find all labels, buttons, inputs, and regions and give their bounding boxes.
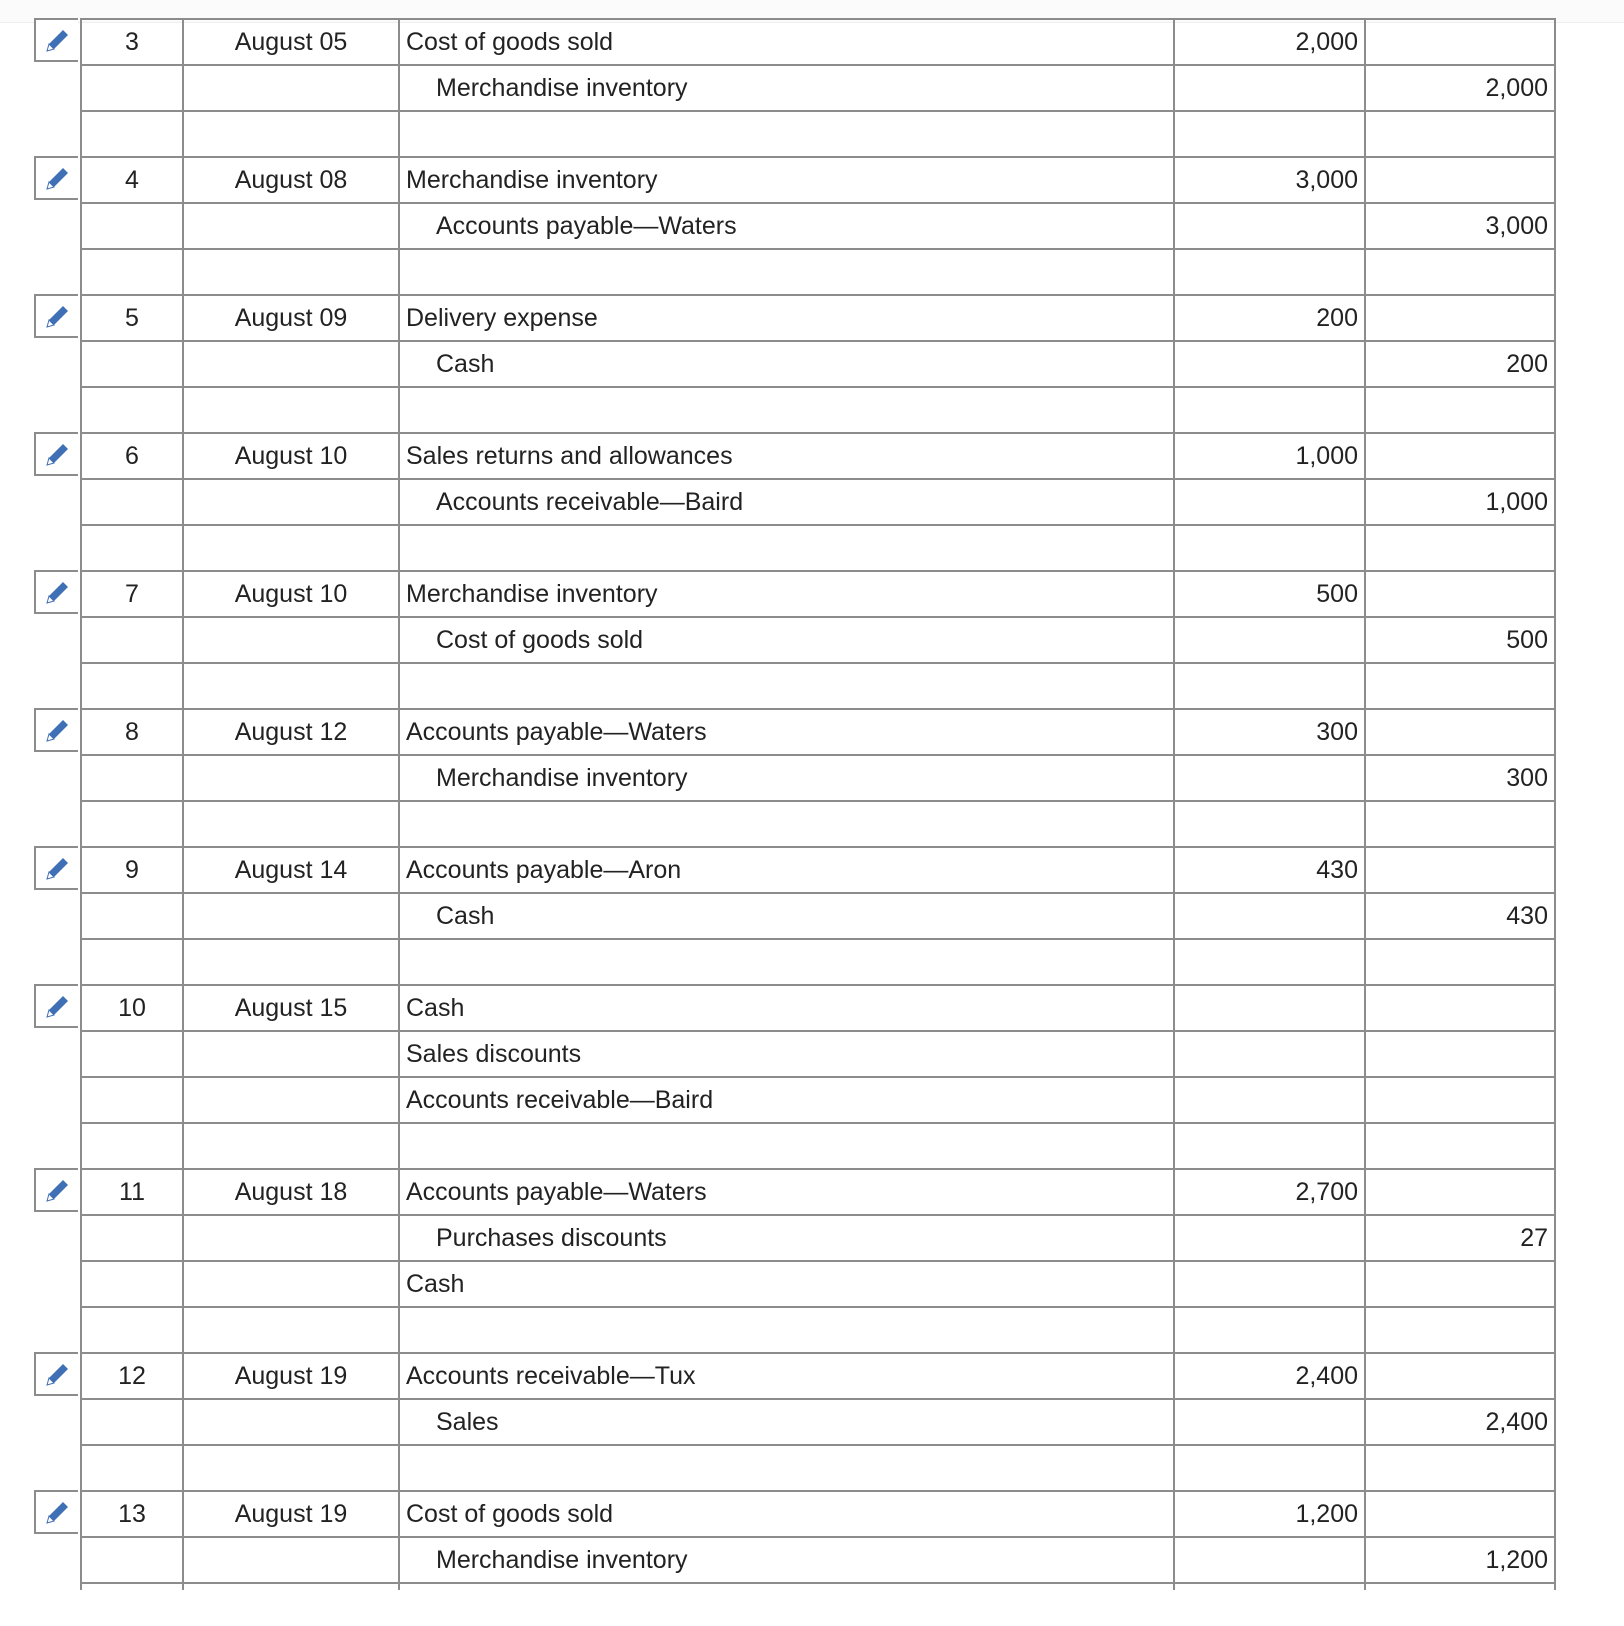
entry-number[interactable]: 8: [80, 708, 182, 754]
entry-date-cell[interactable]: [182, 110, 398, 156]
credit-field[interactable]: [1364, 110, 1556, 156]
account-title-field[interactable]: Accounts payable—Waters: [398, 202, 1173, 248]
debit-field[interactable]: [1173, 1122, 1364, 1168]
credit-field[interactable]: [1364, 938, 1556, 984]
account-title-field[interactable]: Cash: [398, 892, 1173, 938]
edit-entry-button[interactable]: [34, 18, 78, 62]
entry-date-cell[interactable]: [182, 1260, 398, 1306]
entry-number-cell[interactable]: [80, 1536, 182, 1582]
entry-number-cell[interactable]: [80, 386, 182, 432]
edit-entry-button[interactable]: [34, 294, 78, 338]
debit-field[interactable]: [1173, 248, 1364, 294]
entry-date-cell[interactable]: [182, 1122, 398, 1168]
entry-date-cell[interactable]: [182, 1214, 398, 1260]
edit-entry-button[interactable]: [34, 156, 78, 200]
account-title-field[interactable]: Merchandise inventory: [398, 1536, 1173, 1582]
debit-field[interactable]: [1173, 1214, 1364, 1260]
credit-field[interactable]: [1364, 1260, 1556, 1306]
debit-field[interactable]: 1,000: [1173, 432, 1364, 478]
credit-field[interactable]: [1364, 18, 1556, 64]
entry-date-cell[interactable]: [182, 202, 398, 248]
credit-field[interactable]: [1364, 1122, 1556, 1168]
credit-field[interactable]: 200: [1364, 340, 1556, 386]
pencil-icon: [42, 164, 72, 194]
edit-entry-button[interactable]: [34, 1168, 78, 1212]
account-title-field[interactable]: [398, 800, 1173, 846]
debit-field[interactable]: [1173, 662, 1364, 708]
entry-number-cell[interactable]: [80, 1398, 182, 1444]
credit-field[interactable]: [1364, 1490, 1556, 1536]
entry-number-cell[interactable]: [80, 1260, 182, 1306]
credit-field[interactable]: [1364, 1444, 1556, 1490]
debit-field[interactable]: 200: [1173, 294, 1364, 340]
entry-date[interactable]: August 14: [182, 846, 398, 892]
credit-field[interactable]: 27: [1364, 1214, 1556, 1260]
account-title-field[interactable]: Accounts receivable—Baird: [398, 478, 1173, 524]
account-title-field[interactable]: Accounts payable—Waters: [398, 1168, 1173, 1214]
account-title-field[interactable]: Cost of goods sold: [398, 18, 1173, 64]
debit-field[interactable]: 2,000: [1173, 18, 1364, 64]
entry-number[interactable]: 12: [80, 1352, 182, 1398]
credit-field[interactable]: [1364, 386, 1556, 432]
credit-field[interactable]: [1364, 1352, 1556, 1398]
debit-field[interactable]: [1173, 1260, 1364, 1306]
pencil-icon: [42, 992, 72, 1022]
entry-date[interactable]: August 10: [182, 432, 398, 478]
column-divider: [1554, 1582, 1556, 1590]
credit-field[interactable]: [1364, 1306, 1556, 1352]
debit-field[interactable]: [1173, 386, 1364, 432]
entry-date[interactable]: August 08: [182, 156, 398, 202]
entry-date-cell[interactable]: [182, 800, 398, 846]
debit-field[interactable]: [1173, 1306, 1364, 1352]
entry-date[interactable]: August 09: [182, 294, 398, 340]
credit-field[interactable]: 430: [1364, 892, 1556, 938]
entry-number-cell[interactable]: [80, 340, 182, 386]
edit-entry-button[interactable]: [34, 1490, 78, 1534]
debit-field[interactable]: [1173, 1536, 1364, 1582]
entry-number[interactable]: 10: [80, 984, 182, 1030]
credit-field[interactable]: [1364, 1030, 1556, 1076]
entry-number-cell[interactable]: [80, 1306, 182, 1352]
account-title-field[interactable]: Purchases discounts: [398, 1214, 1173, 1260]
account-title-field[interactable]: [398, 110, 1173, 156]
entry-date-cell[interactable]: [182, 1076, 398, 1122]
debit-field[interactable]: [1173, 110, 1364, 156]
pencil-icon: [42, 302, 72, 332]
table-bottom-border: [80, 1582, 1556, 1584]
account-title-field[interactable]: Cost of goods sold: [398, 616, 1173, 662]
entry-date-cell[interactable]: [182, 1030, 398, 1076]
debit-field[interactable]: [1173, 1030, 1364, 1076]
account-title-field[interactable]: Merchandise inventory: [398, 570, 1173, 616]
column-divider: [182, 1582, 184, 1590]
credit-field[interactable]: [1364, 662, 1556, 708]
debit-field[interactable]: [1173, 984, 1364, 1030]
credit-field[interactable]: [1364, 800, 1556, 846]
entry-number[interactable]: 5: [80, 294, 182, 340]
account-title-field[interactable]: [398, 1306, 1173, 1352]
credit-field[interactable]: 1,000: [1364, 478, 1556, 524]
account-title-field[interactable]: [398, 662, 1173, 708]
credit-field[interactable]: [1364, 524, 1556, 570]
entry-date[interactable]: August 18: [182, 1168, 398, 1214]
entry-number-cell[interactable]: [80, 938, 182, 984]
entry-date[interactable]: August 05: [182, 18, 398, 64]
edit-entry-button[interactable]: [34, 570, 78, 614]
edit-entry-button[interactable]: [34, 432, 78, 476]
entry-number-cell[interactable]: [80, 202, 182, 248]
entry-number[interactable]: 11: [80, 1168, 182, 1214]
debit-field[interactable]: [1173, 938, 1364, 984]
credit-field[interactable]: [1364, 248, 1556, 294]
credit-field[interactable]: [1364, 156, 1556, 202]
credit-field[interactable]: 2,000: [1364, 64, 1556, 110]
entry-date-cell[interactable]: [182, 938, 398, 984]
credit-field[interactable]: 1,200: [1364, 1536, 1556, 1582]
account-title-field[interactable]: Accounts receivable—Tux: [398, 1352, 1173, 1398]
debit-field[interactable]: 300: [1173, 708, 1364, 754]
entry-date-cell[interactable]: [182, 248, 398, 294]
entry-date-cell[interactable]: [182, 1536, 398, 1582]
debit-field[interactable]: [1173, 202, 1364, 248]
pencil-icon: [42, 716, 72, 746]
account-title-field[interactable]: [398, 386, 1173, 432]
account-title-field[interactable]: [398, 938, 1173, 984]
entry-number[interactable]: 13: [80, 1490, 182, 1536]
credit-field[interactable]: [1364, 846, 1556, 892]
debit-field[interactable]: [1173, 64, 1364, 110]
debit-field[interactable]: [1173, 754, 1364, 800]
entry-date-cell[interactable]: [182, 662, 398, 708]
account-title-field[interactable]: [398, 1444, 1173, 1490]
entry-number-cell[interactable]: [80, 110, 182, 156]
entry-number-cell[interactable]: [80, 662, 182, 708]
entry-date[interactable]: August 15: [182, 984, 398, 1030]
entry-date-cell[interactable]: [182, 892, 398, 938]
credit-field[interactable]: [1364, 570, 1556, 616]
account-title-field[interactable]: Accounts receivable—Baird: [398, 1076, 1173, 1122]
account-title-field[interactable]: Delivery expense: [398, 294, 1173, 340]
account-title-field[interactable]: [398, 524, 1173, 570]
credit-field[interactable]: 500: [1364, 616, 1556, 662]
pencil-icon: [42, 440, 72, 470]
entry-date-cell[interactable]: [182, 1444, 398, 1490]
account-title-field[interactable]: Cash: [398, 1260, 1173, 1306]
debit-field[interactable]: 430: [1173, 846, 1364, 892]
debit-field[interactable]: [1173, 616, 1364, 662]
entry-date-cell[interactable]: [182, 754, 398, 800]
column-divider: [1364, 1582, 1366, 1590]
credit-field[interactable]: [1364, 1076, 1556, 1122]
debit-field[interactable]: 3,000: [1173, 156, 1364, 202]
column-divider: [398, 1582, 400, 1590]
account-title-field[interactable]: Sales returns and allowances: [398, 432, 1173, 478]
edit-entry-button[interactable]: [34, 984, 78, 1028]
credit-field[interactable]: 300: [1364, 754, 1556, 800]
pencil-icon: [42, 1176, 72, 1206]
pencil-icon: [42, 26, 72, 56]
entry-number[interactable]: 7: [80, 570, 182, 616]
debit-field[interactable]: [1173, 800, 1364, 846]
entry-number-cell[interactable]: [80, 248, 182, 294]
entry-number-cell[interactable]: [80, 64, 182, 110]
entry-date[interactable]: August 19: [182, 1352, 398, 1398]
credit-field[interactable]: 2,400: [1364, 1398, 1556, 1444]
account-title-field[interactable]: Merchandise inventory: [398, 754, 1173, 800]
account-title-field[interactable]: Cost of goods sold: [398, 1490, 1173, 1536]
entry-date[interactable]: August 10: [182, 570, 398, 616]
entry-date-cell[interactable]: [182, 340, 398, 386]
debit-field[interactable]: 2,400: [1173, 1352, 1364, 1398]
entry-number-cell[interactable]: [80, 892, 182, 938]
debit-field[interactable]: 1,200: [1173, 1490, 1364, 1536]
credit-field[interactable]: [1364, 294, 1556, 340]
account-title-field[interactable]: [398, 248, 1173, 294]
debit-field[interactable]: [1173, 524, 1364, 570]
column-divider: [80, 1582, 82, 1590]
entry-number[interactable]: 9: [80, 846, 182, 892]
entry-number-cell[interactable]: [80, 524, 182, 570]
entry-date-cell[interactable]: [182, 386, 398, 432]
account-title-field[interactable]: Cash: [398, 340, 1173, 386]
entry-number-cell[interactable]: [80, 800, 182, 846]
entry-number-cell[interactable]: [80, 1444, 182, 1490]
credit-field[interactable]: [1364, 1168, 1556, 1214]
entry-date-cell[interactable]: [182, 1306, 398, 1352]
entry-date-cell[interactable]: [182, 64, 398, 110]
account-title-field[interactable]: Sales: [398, 1398, 1173, 1444]
account-title-field[interactable]: Accounts payable—Aron: [398, 846, 1173, 892]
debit-field[interactable]: [1173, 1398, 1364, 1444]
entry-number-cell[interactable]: [80, 1214, 182, 1260]
entry-date-cell[interactable]: [182, 524, 398, 570]
debit-field[interactable]: [1173, 892, 1364, 938]
entry-date-cell[interactable]: [182, 616, 398, 662]
credit-field[interactable]: [1364, 432, 1556, 478]
entry-date-cell[interactable]: [182, 1398, 398, 1444]
debit-field[interactable]: [1173, 478, 1364, 524]
edit-entry-button[interactable]: [34, 1352, 78, 1396]
entry-number[interactable]: 6: [80, 432, 182, 478]
pencil-icon: [42, 1498, 72, 1528]
column-divider: [1173, 1582, 1175, 1590]
entry-number[interactable]: 3: [80, 18, 182, 64]
debit-field[interactable]: [1173, 1076, 1364, 1122]
credit-field[interactable]: [1364, 708, 1556, 754]
entry-number-cell[interactable]: [80, 478, 182, 524]
debit-field[interactable]: 500: [1173, 570, 1364, 616]
account-title-field[interactable]: Accounts payable—Waters: [398, 708, 1173, 754]
entry-number[interactable]: 4: [80, 156, 182, 202]
debit-field[interactable]: 2,700: [1173, 1168, 1364, 1214]
account-title-field[interactable]: Merchandise inventory: [398, 64, 1173, 110]
entry-number-cell[interactable]: [80, 1122, 182, 1168]
debit-field[interactable]: [1173, 1444, 1364, 1490]
pencil-icon: [42, 1360, 72, 1390]
pencil-icon: [42, 854, 72, 884]
credit-field[interactable]: 3,000: [1364, 202, 1556, 248]
entry-number-cell[interactable]: [80, 1076, 182, 1122]
entry-number-cell[interactable]: [80, 754, 182, 800]
edit-entry-button[interactable]: [34, 846, 78, 890]
account-title-field[interactable]: Sales discounts: [398, 1030, 1173, 1076]
entry-date[interactable]: August 19: [182, 1490, 398, 1536]
pencil-icon: [42, 578, 72, 608]
edit-entry-button[interactable]: [34, 708, 78, 752]
account-title-field[interactable]: Merchandise inventory: [398, 156, 1173, 202]
credit-field[interactable]: [1364, 984, 1556, 1030]
entry-number-cell[interactable]: [80, 616, 182, 662]
account-title-field[interactable]: Cash: [398, 984, 1173, 1030]
entry-date-cell[interactable]: [182, 478, 398, 524]
entry-number-cell[interactable]: [80, 1030, 182, 1076]
entry-date[interactable]: August 12: [182, 708, 398, 754]
account-title-field[interactable]: [398, 1122, 1173, 1168]
debit-field[interactable]: [1173, 340, 1364, 386]
